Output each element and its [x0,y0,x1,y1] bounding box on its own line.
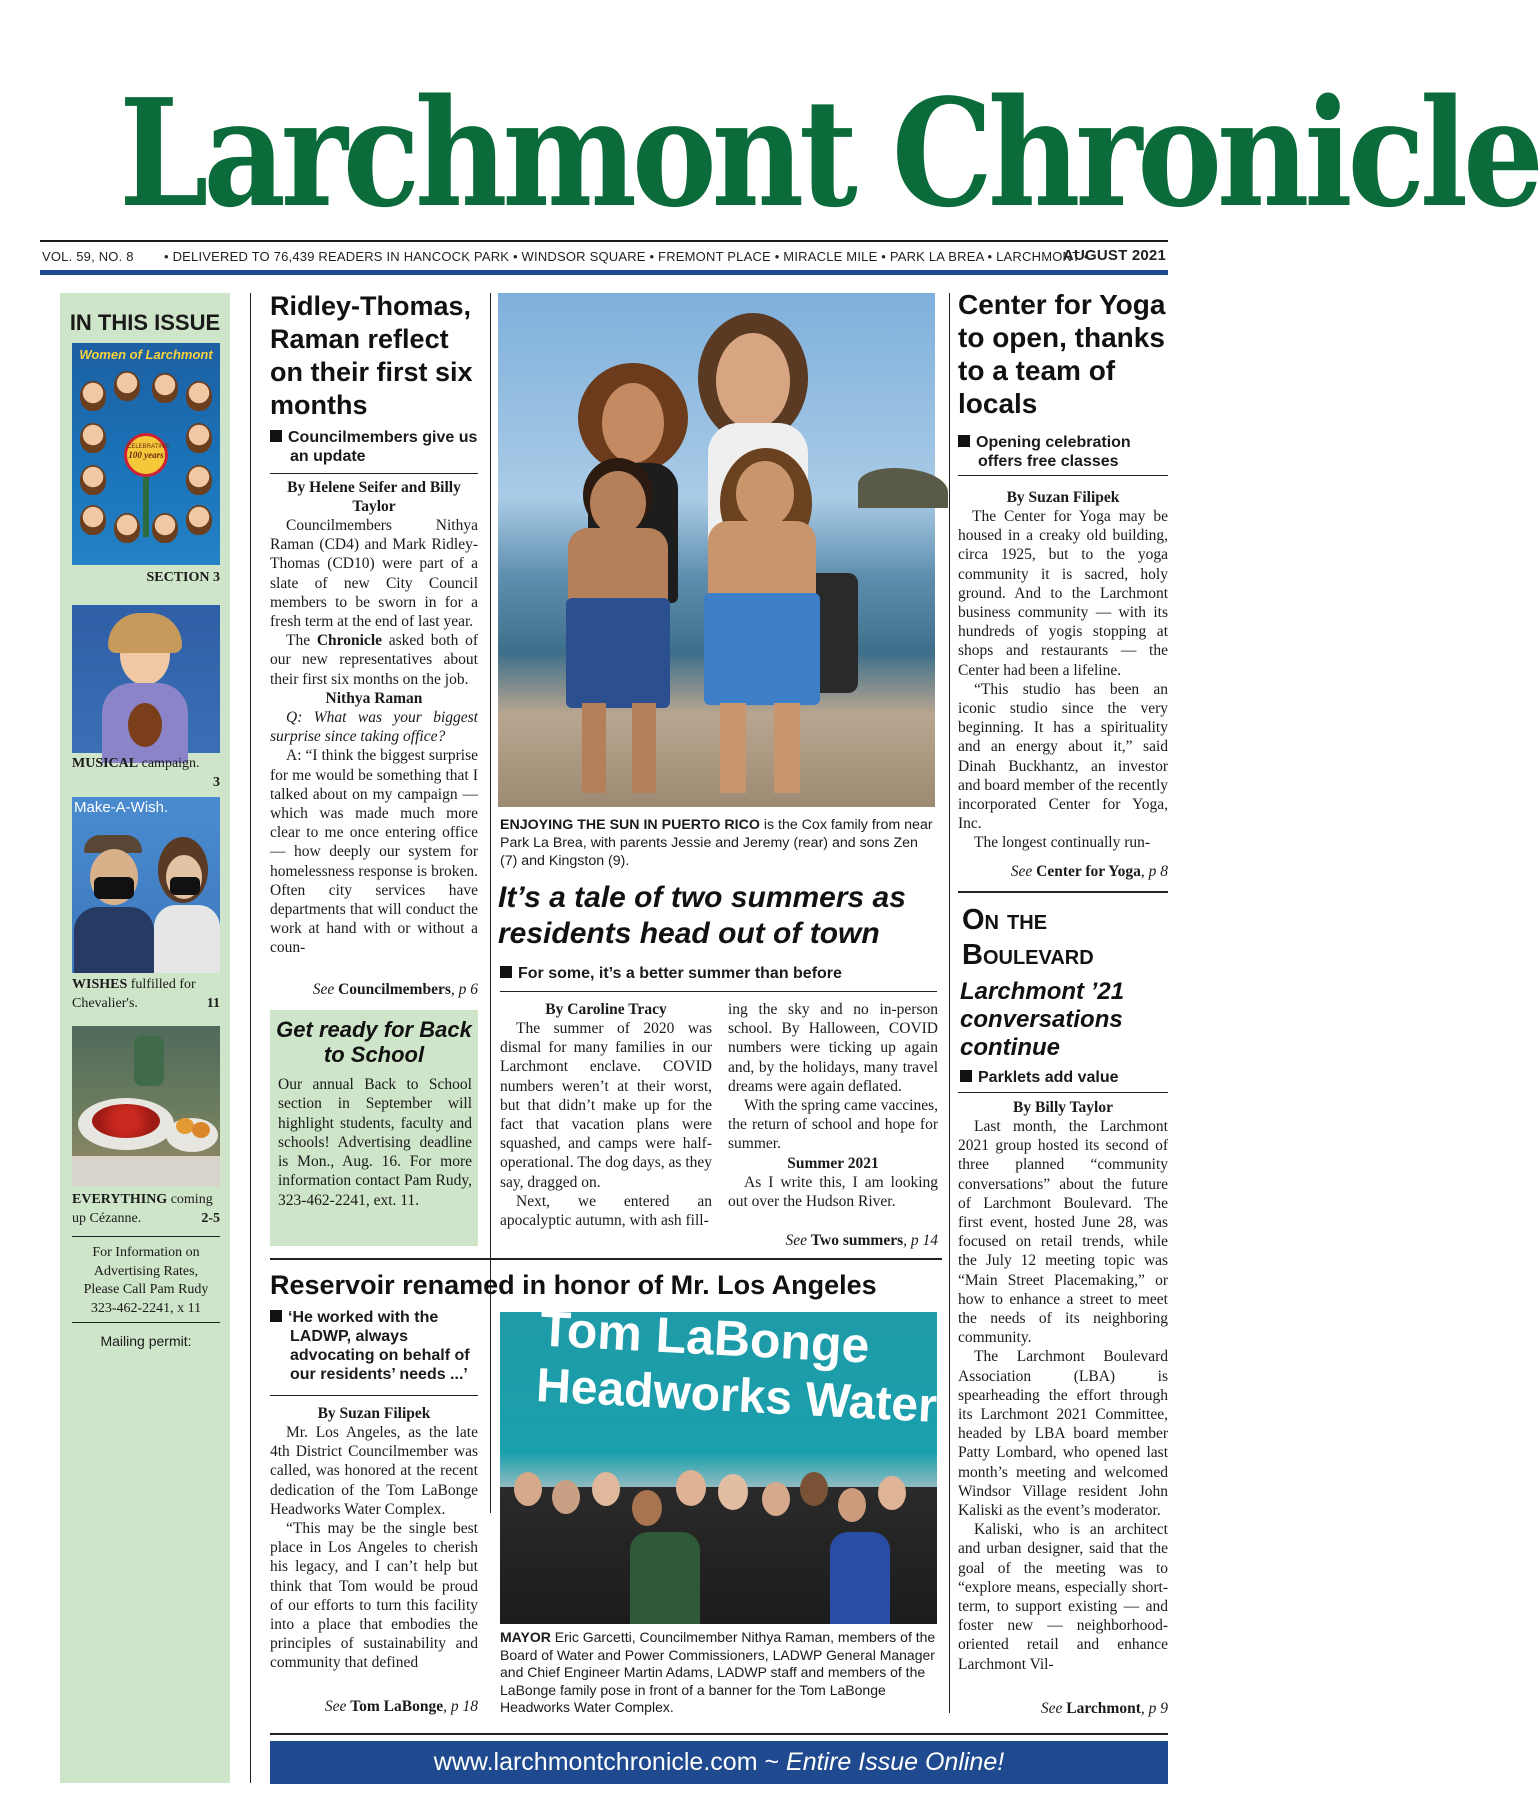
story1-deck: Councilmembers give us an update [270,428,478,466]
masthead-rule [40,240,1168,242]
issue-date: AUGUST 2021 [1062,247,1166,264]
footer-tagline: Entire Issue Online! [786,1748,1005,1776]
centennial-seal: CELEBRATING 100 years [124,433,168,477]
wishes-caption: WISHES fulfilled for Chevalier's. [72,977,196,1011]
story4-headline[interactable]: Larchmont ’21 conversations continue [960,978,1125,1061]
photo1-caption: ENJOYING THE SUN IN PUERTO RICO is the Cox family from near Park La Brea, with parents Jessie and Jeremy (rear) and sons Zen (7) and Kingston (9). [500,817,933,869]
story2-byline: By Caroline Tracy [545,1001,667,1018]
mailing-permit: Mailing permit: [100,1333,192,1349]
story3-deck: Opening celebration offers free classes [958,433,1166,471]
labonge-dedication-photo[interactable] [500,1300,939,1624]
on-the-boulevard-kicker: On the Boulevard [962,904,1094,971]
story2-col2: ing the sky and no in-person school. By Halloween, COVID numbers were ticking up again and, by the holidays, many travel dreams were again deflated. With the spring came vaccines, the return of school and hope for summer. Summer 2021 As I write this, I am looking out over the Hudson River. [728,1001,938,1211]
story4-byline: By Billy Taylor [1013,1099,1113,1116]
story2-subhead: Summer 2021 [787,1154,879,1172]
story4-jump[interactable]: See Larchmont, p 9 [1040,1700,1168,1717]
story1-jump[interactable]: See Councilmembers, p 6 [312,981,478,998]
cezanne-page: 2-5 [201,1211,220,1226]
banner-line2: Headworks Water [534,1359,939,1433]
story1-headline[interactable]: Ridley-Thomas, Raman reflect on their first six months [270,291,473,420]
wishes-photo[interactable]: Make-A-Wish. [72,797,220,973]
story5-byline: By Suzan Filipek [317,1405,431,1422]
musical-caption: MUSICAL campaign. 3 [72,756,220,790]
story2-headline[interactable]: It’s a tale of two summers as residents head out of town [498,881,906,950]
website-banner[interactable]: www.larchmontchronicle.com ~ Entire Issue Online! [270,1741,1168,1784]
story5-body: By Suzan Filipek Mr. Los Angeles, as the late 4th District Councilmember was called, was honored at the recent dedication of the Tom LaBonge Headworks Water Complex. “This may be the single best place in Los Angeles to cherish his legacy, and I can’t help but think that Tom would be proud of our efforts to turn this facility into a place that embodies the principles of sustainability and community that defined [270,1405,478,1672]
section3-label: SECTION 3 [146,570,220,585]
story2-deck: For some, it’s a better summer than before [500,964,940,983]
story3-headline[interactable]: Center for Yoga to open, thanks to a team of locals [958,289,1166,419]
story5-headline[interactable]: Reservoir renamed in honor of Mr. Los Angeles [270,1270,877,1300]
sidebar-heading: IN THIS ISSUE [69,310,221,335]
story5-deck: ‘He worked with the LADWP, always advocating on behalf of our residents’ needs ...’ [270,1308,482,1384]
wishes-page: 11 [206,996,220,1011]
banner-line1: Tom LaBonge [538,1300,871,1374]
dateline [40,246,1168,268]
volume-number: VOL. 59, NO. 8 [42,249,134,264]
story1-byline: By Helene Seifer and Billy Taylor [287,479,461,515]
story2-col1: By Caroline Tracy The summer of 2020 was dismal for many families in our Larchmont enclave. COVID numbers weren’t at their worst, but that didn’t make up for the fact that vacation plans were squashed, and camps were half-operational. The dog days, as they say, dragged on. Next, we entered an apocalyptic autumn, with ash fill- [500,1001,712,1230]
story5-jump[interactable]: See Tom LaBonge, p 18 [324,1698,478,1715]
masthead-title: Larchmont Chronicle [119,66,1539,240]
story3-body: By Suzan Filipek The Center for Yoga may be housed in a creaky old building, circa 1925, but to the yoga community it is sacred, holy ground. And to the Larchmont business community — with its hundreds of yogis stopping at shops and restaurants — the Center had been a lifeline. “This studio has been an iconic studio since the very beginning. It has a spirituality and an energy about it,” said Dinah Buckhantz, an investor and board member of the recently incorporated Center for Yoga, Inc. The longest continually run- [958,489,1168,852]
story3-byline: By Suzan Filipek [1006,489,1120,506]
story1-body: By Helene Seifer and Billy Taylor Councilmembers Nithya Raman (CD4) and Mark Ridley-Thomas (CD10) were part of a slate of new City Council members to be sworn in for a fresh term at the end of last year. The Chronicle asked both of our new representatives about their first six months on the job. Nithya Raman Q: What was your biggest surprise since taking office? A: “I think the biggest surprise for me would be something that I talked about on my campaign — which was made much more clear to me once entering office — how deeply our system for homelessness response is broken. Often city services have departments that will conduct the work at hand with or without a coun- [270,479,478,957]
website-url[interactable]: www.larchmontchronicle.com [433,1748,758,1776]
story4-body: By Billy Taylor Last month, the Larchmont 2021 group hosted its second of three planned “community conversations” about the future of Larchmont Boulevard. The first event, hosted June 28, was focused on retail trends, while the July 12 meeting topic was “Main Street Placemaking,” or how to enhance a street to meet the needs of its neighboring community. The Larchmont Boulevard Association (LBA) is spearheading the effort through its Larchmont 2021 Committee, headed by LBA board member Patty Lombard, who opened last month’s meeting and welcomed Windsor Village resident John Kaliski as the event’s moderator. Kaliski, who is an architect and urban designer, said that the goal of the meeting was to “explore means, especially short-term, to support existing — and foster new — neighborhood-oriented retail and enhance Larchmont Vil- [958,1099,1168,1673]
advertising-info: For Information on Advertising Rates, Please Call Pam Rudy 323-462-2241, x 11 [83,1245,209,1316]
story2-jump[interactable]: See Two summers, p 14 [785,1232,938,1249]
bts-headline[interactable]: Get ready for Back to School [276,1017,472,1067]
story4-deck: Parklets add value [960,1068,1168,1087]
blue-rule [40,270,1168,275]
story1-subhead: Nithya Raman [325,689,423,707]
delivery-line: • DELIVERED TO 76,439 READERS IN HANCOCK PARK • WINDSOR SQUARE • FREMONT PLACE • MIRACLE MILE • PARK LA BREA • LARCHMONT • [164,249,1089,264]
musical-photo[interactable] [72,605,220,753]
cover-title: Women of Larchmont [79,347,213,362]
section3-cover-image[interactable] [72,343,220,565]
cox-family-photo[interactable] [498,293,935,807]
bts-text: Our annual Back to School section in September will highlight students, faculty and schools! Advertising deadline is Mon., Aug. 16. For more information contact Pam Rudy, 323-462-2241, ext. 11. [278,1076,472,1209]
cezanne-caption: EVERYTHING coming up Cézanne. [72,1192,213,1226]
cezanne-painting[interactable] [72,1026,220,1186]
photo2-caption: MAYOR Eric Garcetti, Councilmember Nithya Raman, members of the Board of Water and Power Commissioners, LADWP General Manager and Chief Engineer Martin Adams, LADWP staff and members of the LaBonge family pose in front of a banner for the Tom LaBonge Headworks Water Complex. [500,1629,936,1716]
story3-jump[interactable]: See Center for Yoga, p 8 [1010,863,1168,880]
